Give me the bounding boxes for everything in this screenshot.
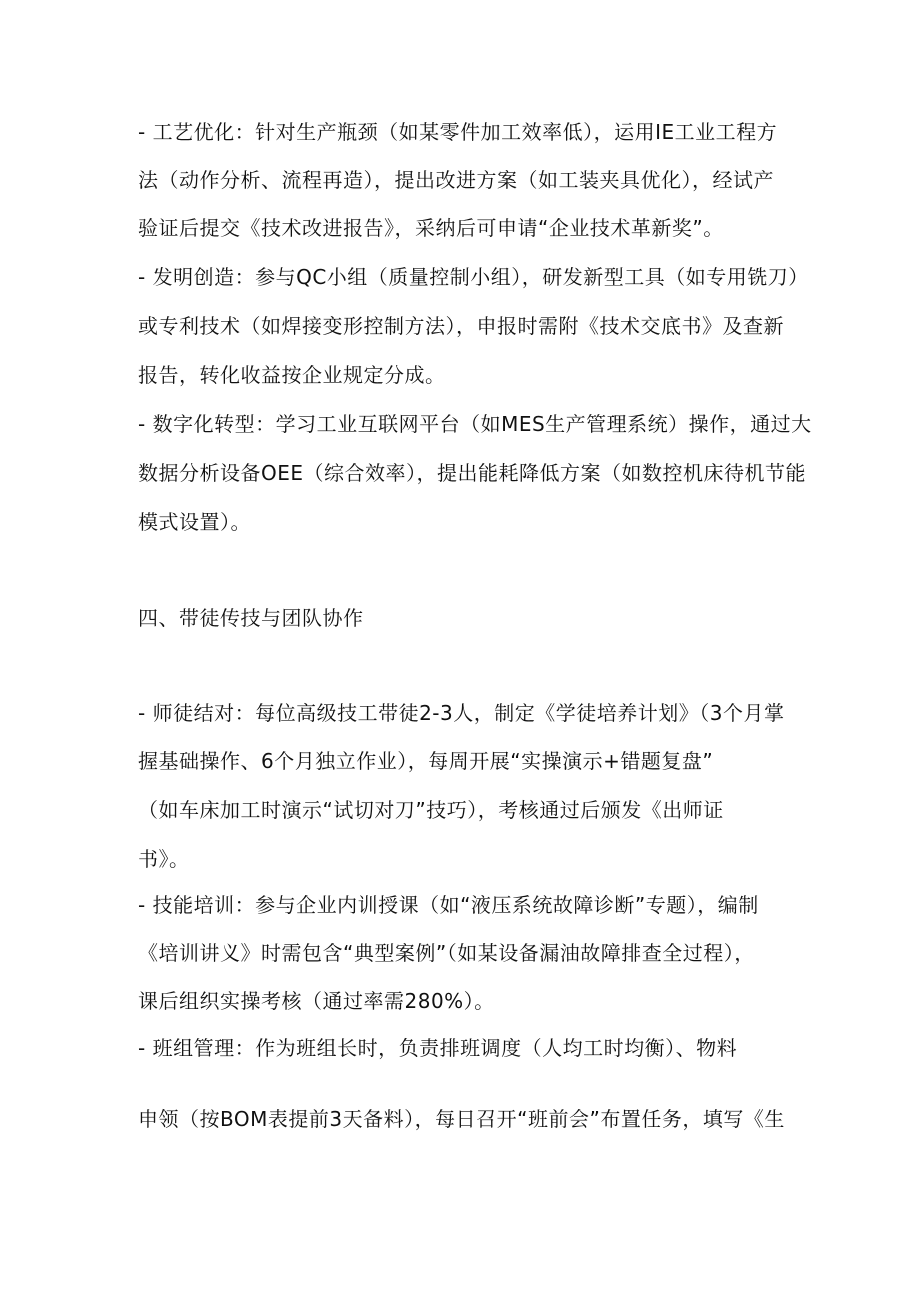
text-line: 课后组织实操考核（通过率需280%）。 bbox=[138, 989, 495, 1013]
text-line: 《培训讲义》时需包含“典型案例”（如某设备漏油故障排查全过程）， bbox=[138, 941, 755, 965]
text-line: - 工艺优化：针对生产瓶颈（如某零件加工效率低），运用IE工业工程方 bbox=[138, 120, 778, 144]
text-line: （如车床加工时演示“试切对刀”技巧），考核通过后颁发《出师证 bbox=[138, 798, 724, 822]
text-line: 验证后提交《技术改进报告》，采纳后可申请“企业技术革新奖”。 bbox=[138, 216, 724, 240]
section-heading: 四、带徒传技与团队协作 bbox=[138, 606, 364, 630]
text-line: - 数字化转型：学习工业互联网平台（如MES生产管理系统）操作，通过大 bbox=[138, 412, 812, 436]
text-line: 法（动作分析、流程再造），提出改进方案（如工装夹具优化），经试产 bbox=[138, 168, 774, 192]
text-line: 书》。 bbox=[138, 847, 190, 871]
text-line: - 师徒结对：每位高级技工带徒2-3人，制定《学徒培养计划》（3个月掌 bbox=[138, 701, 785, 725]
text-line: 数据分析设备OEE（综合效率），提出能耗降低方案（如数控机床待机节能 bbox=[138, 461, 807, 485]
text-line: 握基础操作、6个月独立作业），每周开展“实操演示+错题复盘” bbox=[138, 749, 714, 773]
text-line: - 班组管理：作为班组长时，负责排班调度（人均工时均衡）、物料 bbox=[138, 1036, 738, 1060]
text-line: 报告，转化收益按企业规定分成。 bbox=[138, 363, 446, 387]
text-line: - 技能培训：参与企业内训授课（如“液压系统故障诊断”专题），编制 bbox=[138, 893, 759, 917]
text-line: 申领（按BOM表提前3天备料），每日召开“班前会”布置任务，填写《生 bbox=[138, 1107, 785, 1131]
text-line: - 发明创造：参与QC小组（质量控制小组），研发新型工具（如专用铣刀） bbox=[138, 265, 809, 289]
text-line: 模式设置）。 bbox=[138, 510, 251, 534]
text-line: 或专利技术（如焊接变形控制方法），申报时需附《技术交底书》及查新 bbox=[138, 314, 784, 338]
